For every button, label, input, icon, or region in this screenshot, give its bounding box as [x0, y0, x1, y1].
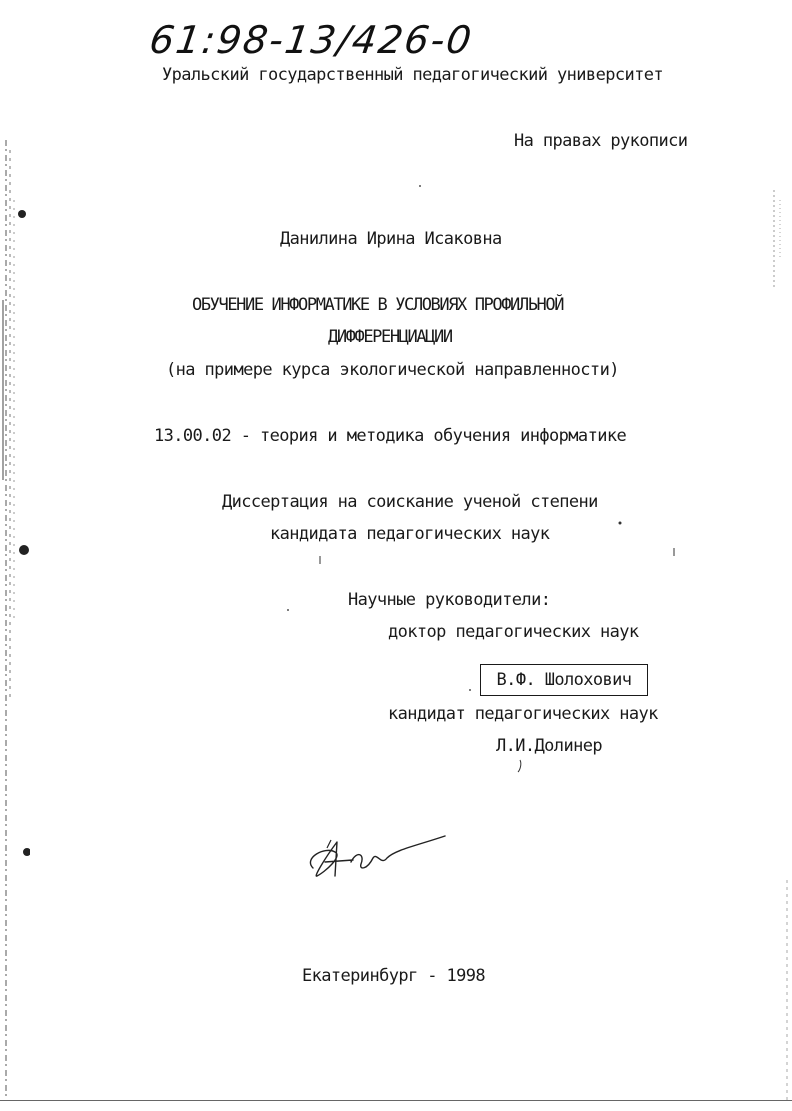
- dissertation-title-line1: ОБУЧЕНИЕ ИНФОРМАТИКЕ В УСЛОВИЯХ ПРОФИЛЬНОЙ: [192, 295, 564, 315]
- manuscript-note: На правах рукописи: [514, 131, 688, 151]
- supervisors-heading: Научные руководители:: [348, 590, 551, 610]
- supervisor2-name: Л.И.Долинер: [496, 736, 602, 756]
- author-name: Данилина Ирина Исаковна: [280, 229, 502, 249]
- dissertation-title-line2: ДИФФЕРЕНЦИАЦИИ: [328, 327, 452, 347]
- dissertation-subtitle: (на примере курса экологической направленности): [166, 360, 619, 380]
- archive-code: 61:98-13/426-0: [146, 18, 476, 62]
- degree-statement-line2: кандидата педагогических наук: [270, 524, 550, 544]
- specialty-code: 13.00.02 - теория и методика обучения информатике: [154, 426, 627, 446]
- city-and-year: Екатеринбург - 1998: [302, 966, 486, 986]
- supervisor2-degree: кандидат педагогических наук: [388, 704, 658, 724]
- supervisor1-name-box: В.Ф. Шолохович: [480, 664, 648, 696]
- university-name: Уральский государственный педагогический университет: [162, 65, 664, 85]
- supervisor1-degree: доктор педагогических наук: [388, 622, 639, 642]
- degree-statement-line1: Диссертация на соискание ученой степени: [222, 492, 598, 512]
